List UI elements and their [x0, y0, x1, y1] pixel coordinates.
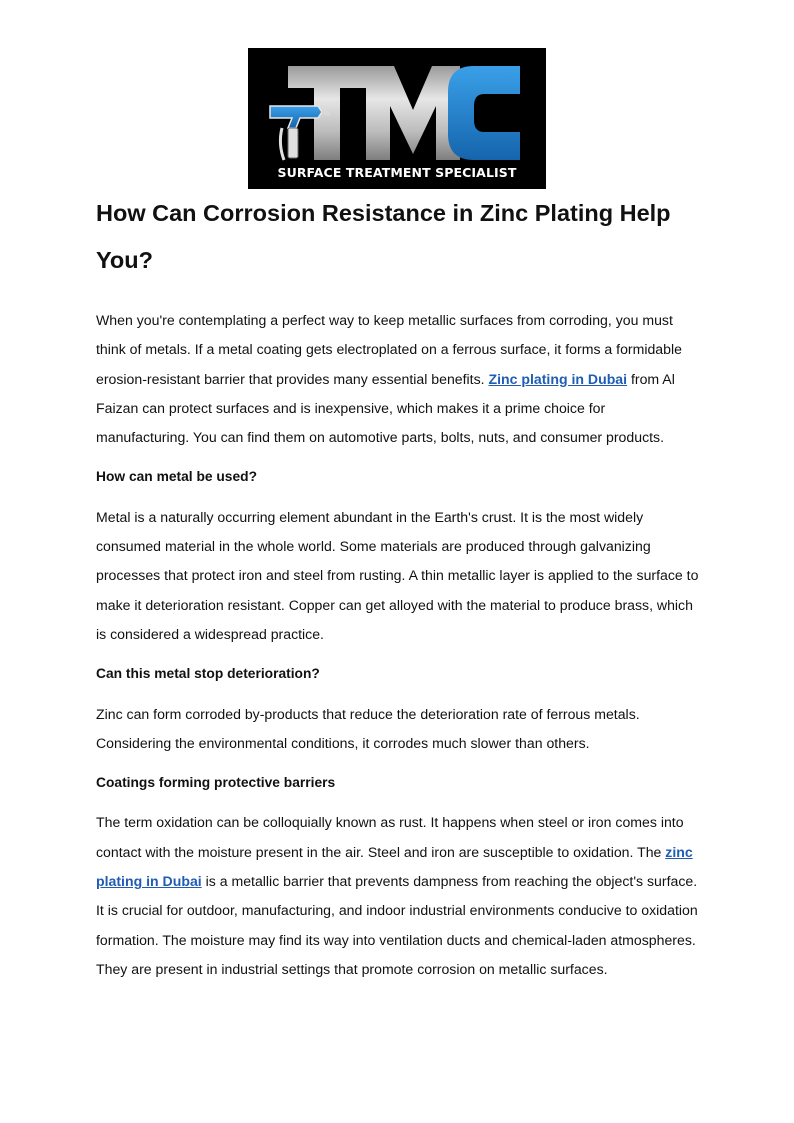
zinc-plating-link-2[interactable]: zinc plating in Dubai — [96, 843, 693, 890]
intro-paragraph — [96, 306, 702, 452]
intro-text-1: When you're contemplating a perfect way to keep metallic surfaces from corroding, you must think of metals. If a metal coating gets electroplated on a ferrous surface, it forms a formidable erosion-resistant barrier that provides many essential benefits. — [96, 312, 682, 387]
company-logo — [248, 48, 546, 189]
section-body-protective-barriers — [96, 808, 702, 984]
barriers-text-1: The term oxidation can be colloquially known as rust. It happens when steel or iron comes into contact with the moisture present in the air. Steel and iron are susceptible to oxidation. The — [96, 814, 684, 860]
zinc-plating-link-1[interactable]: Zinc plating in Dubai — [488, 370, 628, 387]
intro-text-2: from Al Faizan can protect surfaces and is inexpensive, which makes it a prime choice for manufacturing. You can find them on automotive parts, bolts, nuts, and consumer products. — [96, 370, 675, 446]
section-heading-metal-use: How can metal be used? — [96, 469, 258, 485]
section-heading-protective-barriers: Coatings forming protective barriers — [96, 775, 336, 791]
section-heading-deterioration: Can this metal stop deterioration? — [96, 666, 320, 682]
article-title: How Can Corrosion Resistance in Zinc Plating Help You? — [96, 200, 671, 273]
barriers-text-2: is a metallic barrier that prevents dampness from reaching the object's surface. It is crucial for outdoor, manufacturing, and indoor industrial environments conducive to oxidation formation. The moisture may find its way into ventilation ducts and chemical-laden atmospheres. They are present in industrial settings that promote corrosion on metallic surfaces. — [96, 873, 698, 977]
section-body-metal-use: Metal is a naturally occurring element abundant in the Earth's crust. It is the most widely consumed material in the whole world. Some materials are produced through galvanizing processes that protect iron and steel from rusting. A thin metallic layer is applied to the surface to make it deterioration resistant. Copper can get alloyed with the material to produce brass, which is considered a widespread practice. — [96, 508, 699, 642]
logo-tagline: SURFACE TREATMENT SPECIALIST — [277, 165, 517, 180]
section-body-deterioration: Zinc can form corroded by-products that reduce the deterioration rate of ferrous metals. Considering the environmental conditions, it corrodes much slower than others. — [96, 705, 640, 751]
article — [96, 190, 702, 984]
